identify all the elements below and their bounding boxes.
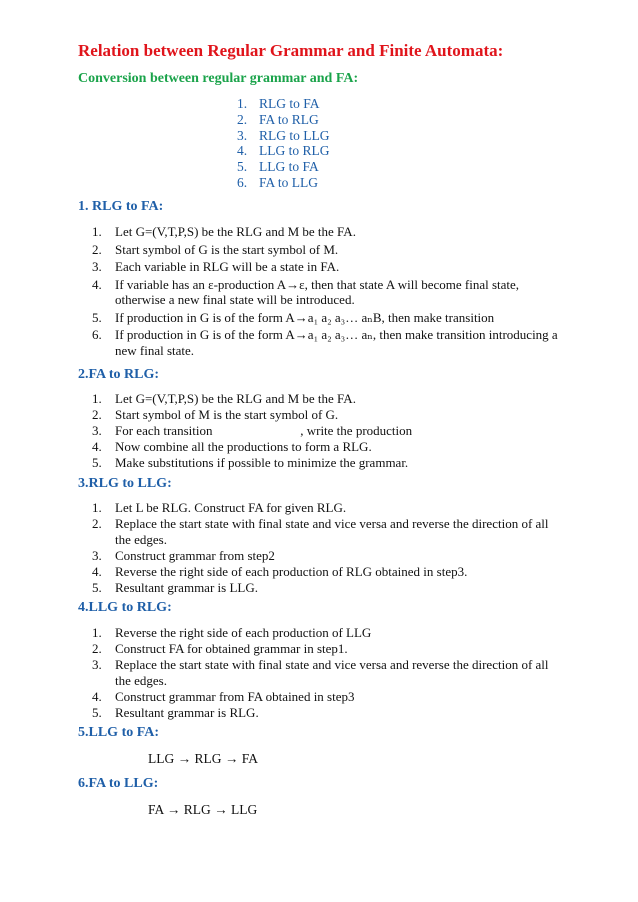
section-heading-llg-to-rlg: 4.LLG to RLG: xyxy=(78,600,172,615)
conversion-flow-llg-to-fa: LLG → RLG → FA xyxy=(148,751,258,766)
page-title: Relation between Regular Grammar and Finite Automata: xyxy=(78,41,504,60)
item-number: 6. xyxy=(92,327,102,342)
list-item xyxy=(92,657,562,688)
conversion-list xyxy=(237,96,330,191)
list-item xyxy=(92,689,562,705)
conversion-list-item xyxy=(237,159,330,175)
item-number: 5. xyxy=(92,455,102,470)
section-heading-rlg-to-fa: 1. RLG to FA: xyxy=(78,199,164,214)
item-number: 1. xyxy=(92,224,102,239)
item-text: Reverse the right side of each production of LLG xyxy=(115,625,372,640)
item-text: If production in G is of the form A→a₁ a₂ a₃… aₙB, then make transition xyxy=(115,309,495,325)
item-text: RLG to FA xyxy=(259,96,320,111)
list-item xyxy=(92,641,562,657)
list-item xyxy=(92,516,562,547)
item-number: 1. xyxy=(237,96,248,111)
item-number: 1. xyxy=(92,625,102,640)
conversion-list-item xyxy=(237,96,330,112)
item-text: Let G=(V,T,P,S) be the RLG and M be the FA. xyxy=(115,391,356,406)
item-text: LLG to FA xyxy=(259,159,319,175)
item-number: 6. xyxy=(237,174,248,190)
item-text: FA to LLG xyxy=(259,174,319,190)
item-number: 5. xyxy=(92,309,102,325)
section-list-fa-to-rlg xyxy=(92,391,562,471)
item-number: 4. xyxy=(92,563,102,579)
item-number: 5. xyxy=(92,579,102,595)
item-text: Construct grammar from step2 xyxy=(115,547,275,563)
item-text: Replace the start state with final state and vice versa and reverse the direction of all the edges. xyxy=(115,516,549,547)
item-text: Reverse the right side of each production of RLG obtained in step3. xyxy=(115,563,468,579)
conversion-list-item xyxy=(237,143,330,159)
item-number: 4. xyxy=(92,439,102,454)
item-text: Start symbol of M is the start symbol of G. xyxy=(115,407,339,422)
section-list-llg-to-rlg xyxy=(92,625,562,721)
item-number: 5. xyxy=(237,159,248,175)
item-text: Construct FA for obtained grammar in step1. xyxy=(115,641,348,656)
section-heading-rlg-to-llg: 3.RLG to LLG: xyxy=(78,476,172,491)
item-number: 3. xyxy=(237,127,248,143)
item-text: Each variable in RLG will be a state in FA. xyxy=(115,259,340,274)
list-item xyxy=(92,423,562,439)
item-text: Let G=(V,T,P,S) be the RLG and M be the FA. xyxy=(115,224,356,239)
conversion-list-item xyxy=(237,175,330,191)
list-item xyxy=(92,224,562,240)
item-text: Resultant grammar is RLG. xyxy=(115,704,259,720)
conversion-flow-fa-to-llg: FA → RLG → LLG xyxy=(148,802,258,817)
item-text: FA to RLG xyxy=(259,111,319,127)
item-number: 2. xyxy=(92,516,102,531)
list-item xyxy=(92,310,562,326)
item-text: Now combine all the productions to form a RLG. xyxy=(115,439,372,454)
conversion-list-item xyxy=(237,128,330,144)
item-text: If variable has an ε-production A→ε, then that state A will become final state, otherwise a new final state will be introduced. xyxy=(115,276,520,307)
item-number: 4. xyxy=(237,143,248,159)
item-number: 4. xyxy=(92,688,102,704)
item-text: Replace the start state with final state and vice versa and reverse the direction of all the edges. xyxy=(115,657,549,688)
item-text: Construct grammar from FA obtained in step3 xyxy=(115,688,355,704)
list-item xyxy=(92,455,562,471)
item-number: 2. xyxy=(92,407,102,422)
item-number: 5. xyxy=(92,704,102,720)
item-number: 3. xyxy=(92,259,102,274)
list-item xyxy=(92,580,562,596)
item-number: 2. xyxy=(237,111,248,127)
item-text: Resultant grammar is LLG. xyxy=(115,579,258,595)
item-text: For each transition , write the production xyxy=(115,423,413,438)
list-item xyxy=(92,242,562,258)
section-list-rlg-to-llg xyxy=(92,500,562,596)
item-text: RLG to LLG xyxy=(259,127,330,143)
item-number: 2. xyxy=(92,241,102,257)
item-text: Let L be RLG. Construct FA for given RLG. xyxy=(115,500,347,515)
item-text: Make substitutions if possible to minimize the grammar. xyxy=(115,455,409,470)
list-item xyxy=(92,548,562,564)
item-text: If production in G is of the form A→a₁ a₂ a₃… aₙ, then make transition introducing a new final state. xyxy=(115,327,558,358)
item-number: 3. xyxy=(92,423,102,438)
conversion-list-item xyxy=(237,112,330,128)
item-number: 3. xyxy=(92,547,102,563)
list-item xyxy=(92,564,562,580)
item-number: 3. xyxy=(92,657,102,672)
item-number: 4. xyxy=(92,276,102,292)
list-item xyxy=(92,277,562,308)
section-heading-fa-to-llg: 6.FA to LLG: xyxy=(78,776,159,791)
list-item xyxy=(92,407,562,423)
section-heading-llg-to-fa: 5.LLG to FA: xyxy=(78,725,160,740)
list-item xyxy=(92,391,562,407)
page-subtitle: Conversion between regular grammar and FA: xyxy=(78,71,359,86)
section-list-rlg-to-fa xyxy=(92,224,562,360)
list-item xyxy=(92,327,562,358)
list-item xyxy=(92,705,562,721)
list-item xyxy=(92,439,562,455)
list-item xyxy=(92,500,562,516)
item-number: 2. xyxy=(92,641,102,656)
item-text: Start symbol of G is the start symbol of M. xyxy=(115,241,339,257)
item-number: 1. xyxy=(92,500,102,515)
item-text: LLG to RLG xyxy=(259,143,330,159)
list-item xyxy=(92,259,562,275)
section-heading-fa-to-rlg: 2.FA to RLG: xyxy=(78,367,160,382)
item-number: 1. xyxy=(92,391,102,406)
list-item xyxy=(92,625,562,641)
